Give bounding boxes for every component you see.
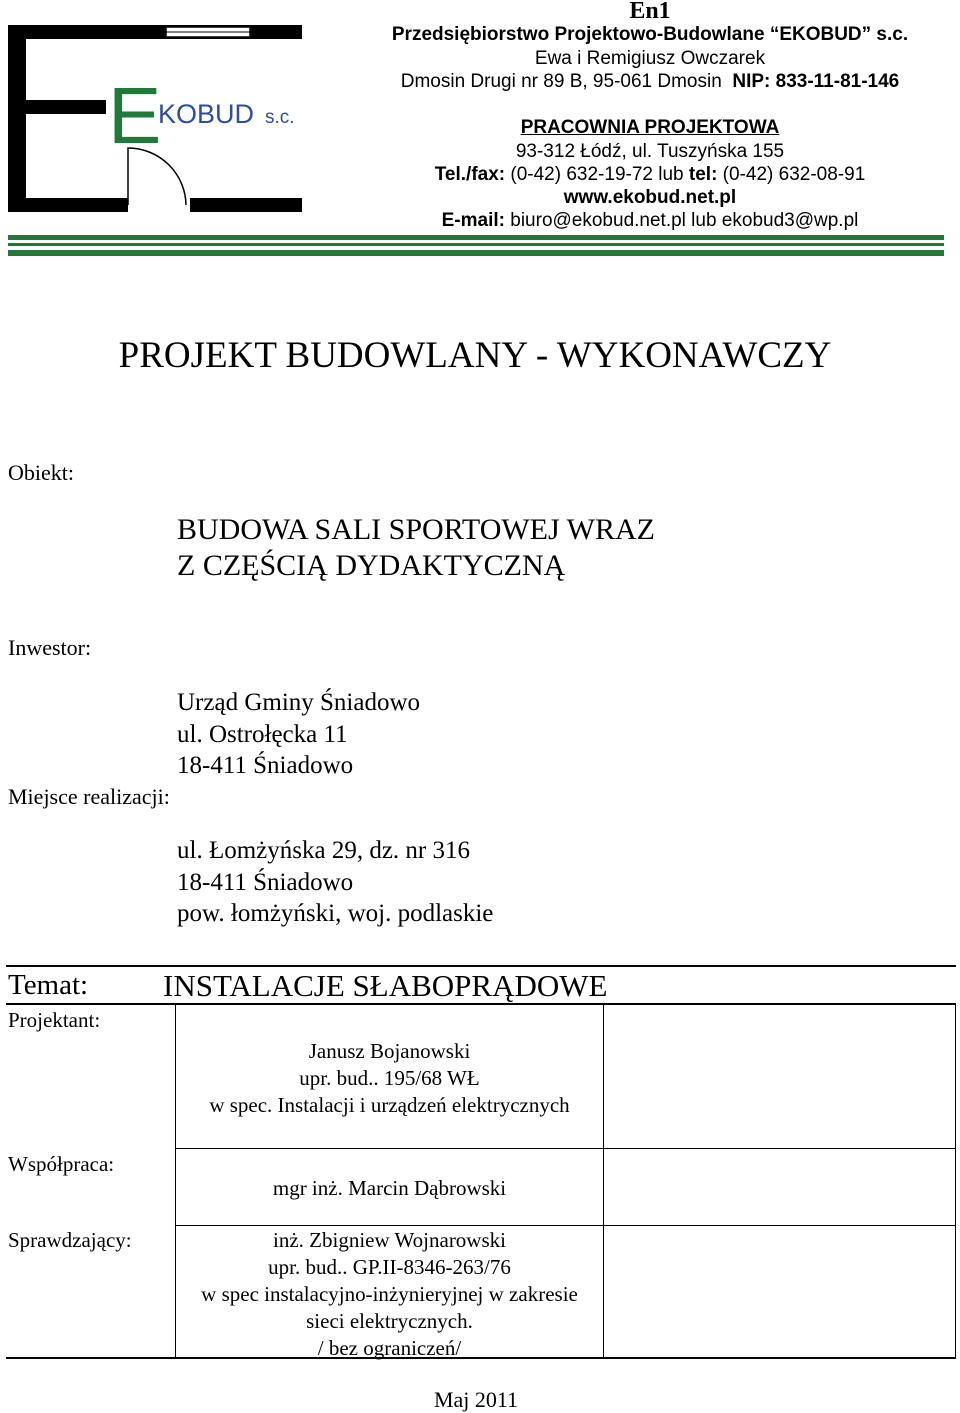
- investor-line-2: ul. Ostrołęcka 11: [177, 721, 348, 748]
- checker-specialty-2: sieci elektrycznych.: [306, 1309, 473, 1333]
- designer-license: upr. bud.. 195/68 WŁ: [299, 1066, 480, 1090]
- nip-value: 833-11-81-146: [775, 71, 900, 92]
- logo-letter-e: E: [108, 71, 162, 160]
- coop-value: mgr inż. Marcin Dąbrowski: [272, 1176, 507, 1200]
- topic-value: INSTALACJE SŁABOPRĄDOWE: [163, 968, 608, 1003]
- document-code: En1: [629, 0, 671, 24]
- investor-label: Inwestor:: [8, 635, 92, 660]
- document-date: Maj 2011: [433, 1387, 519, 1412]
- company-address: Dmosin Drugi nr 89 B, 95-061 Dmosin: [400, 71, 722, 92]
- company-name: Przedsiębiorstwo Projektowo-Budowlane “EKOBUD” s.c.: [391, 24, 909, 45]
- logo-wall-bottom-right: [190, 198, 302, 212]
- office-address: 93-312 Łódź, ul. Tuszyńska 155: [515, 141, 785, 162]
- checker-name: inż. Zbigniew Wojnarowski: [273, 1228, 506, 1252]
- logo-wall-bottom-left: [8, 198, 128, 212]
- designer-label: Projektant:: [8, 1008, 101, 1032]
- designer-name: Janusz Bojanowski: [308, 1039, 471, 1063]
- tel-value: (0-42) 632-19-72 lub: [510, 164, 684, 185]
- object-label: Obiekt:: [8, 460, 74, 485]
- tel2-label: tel:: [688, 164, 718, 185]
- designer-specialty: w spec. Instalacji i urządzeń elektrycznych: [209, 1093, 570, 1117]
- company-address-line: [360, 71, 940, 93]
- phone-line: [360, 164, 940, 186]
- object-line-2: Z CZĘŚCIĄ DYDAKTYCZNĄ: [177, 549, 566, 582]
- logo-wall-left: [8, 25, 26, 212]
- checker-license: upr. bud.. GP.II-8346-263/76: [268, 1255, 511, 1279]
- table-col-rule-3: [955, 1005, 956, 1358]
- coop-label: Współpraca:: [8, 1152, 115, 1176]
- investor-line-3: 18-411 Śniadowo: [177, 752, 354, 779]
- logo-text: KOBUD: [158, 99, 255, 129]
- checker-scope: / bez ograniczeń/: [317, 1336, 462, 1360]
- table-row-rule-2: [175, 1225, 956, 1226]
- email-value: biuro@ekobud.net.pl lub ekobud3@wp.pl: [510, 210, 859, 231]
- logo-suffix: s.c.: [265, 107, 295, 128]
- logo-wall-inner: [26, 100, 106, 114]
- logo-wall-top: [8, 25, 302, 39]
- location-line-2: 18-411 Śniadowo: [177, 869, 354, 896]
- investor-line-1: Urząd Gminy Śniadowo: [177, 689, 421, 716]
- location-line-3: pow. łomżyński, woj. podlaskie: [177, 900, 494, 927]
- table-row-rule-1: [175, 1148, 956, 1149]
- email-line: [360, 210, 940, 232]
- office-title: PRACOWNIA PROJEKTOWA: [520, 117, 780, 138]
- company-owners: Ewa i Remigiusz Owczarek: [534, 48, 766, 69]
- website: www.ekobud.net.pl: [563, 187, 737, 208]
- topic-label: Temat:: [8, 969, 89, 1001]
- header-stripe-2: [8, 243, 944, 246]
- tel2-value: (0-42) 632-08-91: [722, 164, 866, 185]
- table-rule-top: [6, 965, 956, 967]
- header-stripe-1: [8, 235, 944, 240]
- checker-label: Sprawdzający:: [8, 1228, 132, 1252]
- location-line-1: ul. Łomżyńska 29, dz. nr 316: [177, 837, 471, 864]
- nip-label: NIP:: [732, 71, 771, 92]
- table-col-rule-2: [603, 1005, 604, 1358]
- location-label: Miejsce realizacji:: [8, 784, 170, 809]
- object-line-1: BUDOWA SALI SPORTOWEJ WRAZ: [177, 513, 655, 546]
- email-label: E-mail:: [441, 210, 505, 231]
- tel-label: Tel./fax:: [434, 164, 506, 185]
- ekobud-logo: [0, 0, 320, 220]
- checker-specialty-1: w spec instalacyjno-inżynieryjnej w zakresie: [201, 1282, 578, 1306]
- document-title: PROJEKT BUDOWLANY - WYKONAWCZY: [118, 335, 832, 376]
- header-stripe-3: [8, 250, 944, 256]
